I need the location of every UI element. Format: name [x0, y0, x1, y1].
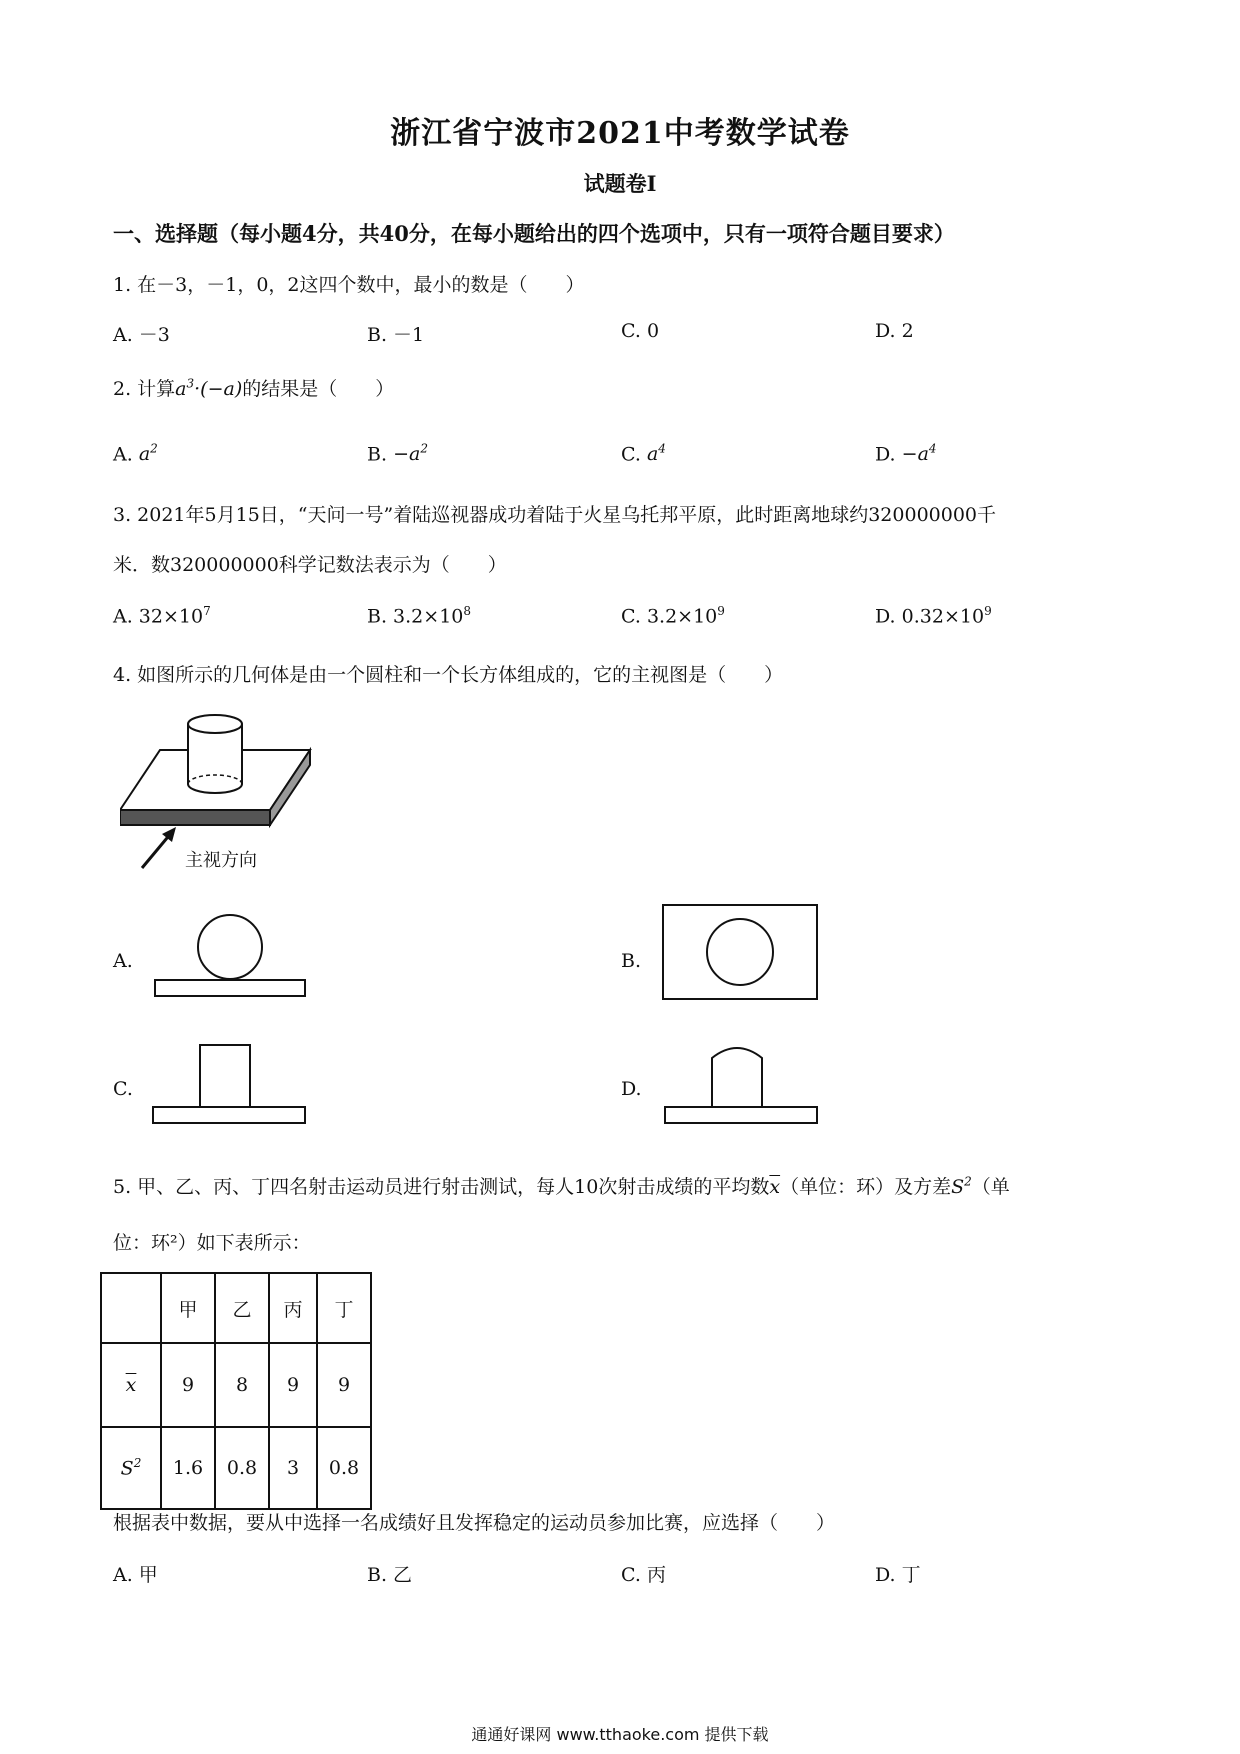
question-1-option-d: D. 2 — [875, 320, 914, 342]
table-row-label-mean: $\overline{x}$ — [101, 1343, 161, 1427]
table-cell: 0.8 — [215, 1427, 269, 1509]
table-cell: 9 — [317, 1343, 371, 1427]
question-5-stem-line2: 位：环²）如下表所示： — [113, 1232, 311, 1254]
question-4-option-d: D. — [621, 1078, 642, 1100]
table-cell: 9 — [161, 1343, 215, 1427]
question-1-stem: 1. 在－3，－1，0，2这四个数中，最小的数是（ ） — [113, 274, 585, 296]
table-cell: 3 — [269, 1427, 317, 1509]
question-3-stem-line1: 3. 2021年5月15日，“天问一号”着陆巡视器成功着陆于火星乌托邦平原，此时距离地球约320000000千 — [113, 504, 997, 526]
question-2-expression: $a^3\cdot(-a)$ — [175, 376, 243, 400]
question-3-option-d: D. $0.32\times 10^9$ — [875, 604, 992, 628]
table-cell: 9 — [269, 1343, 317, 1427]
table-header-cell: 丙 — [269, 1273, 317, 1343]
question-3-stem-line2: 米．数320000000科学记数法表示为（ ） — [113, 554, 507, 576]
question-5-option-d: D. 丁 — [875, 1564, 921, 1586]
question-4-option-c-figure — [150, 1040, 310, 1130]
table-cell: 1.6 — [161, 1427, 215, 1509]
question-2-stem — [113, 374, 394, 401]
table-cell: 0.8 — [317, 1427, 371, 1509]
footer-download-notice: 通通好课网 www.tthaoke.com 提供下载 — [471, 1725, 769, 1744]
question-1-option-b: B. －1 — [367, 324, 425, 346]
question-5-stem-part-c: （单 — [971, 1176, 1010, 1198]
question-5-stem-part-a: 5. 甲、乙、丙、丁四名射击运动员进行射击测试，每人10次射击成绩的平均数 — [113, 1176, 770, 1198]
question-4-option-a: A. — [113, 950, 133, 972]
question-1-option-a: A. －3 — [113, 324, 170, 346]
section-heading: 一、选择题（每小题4分，共40分，在每小题给出的四个选项中，只有一项符合题目要求） — [113, 221, 955, 246]
question-5-option-b: B. 乙 — [367, 1564, 413, 1586]
question-4-option-a-figure — [150, 912, 310, 1002]
question-3-option-c: C. $3.2\times 10^9$ — [621, 604, 725, 628]
question-4-option-d-figure — [662, 1040, 822, 1130]
question-2-option-c: C. $a^4$ — [621, 442, 666, 466]
question-4-stem: 4. 如图所示的几何体是由一个圆柱和一个长方体组成的，它的主视图是（ ） — [113, 664, 784, 686]
view-direction-label: 主视方向 — [185, 850, 257, 871]
question-4-option-b: B. — [621, 950, 642, 972]
page-title: 浙江省宁波市2021中考数学试卷 — [390, 116, 850, 151]
table-header-cell: 甲 — [161, 1273, 215, 1343]
question-4-option-c: C. — [113, 1078, 133, 1100]
question-2-option-a: A. $a^2$ — [113, 442, 158, 466]
question-5-after-table: 根据表中数据，要从中选择一名成绩好且发挥稳定的运动员参加比赛，应选择（ ） — [113, 1512, 836, 1534]
question-2-stem-prefix: 2. 计算 — [113, 378, 176, 400]
table-header-cell: 丁 — [317, 1273, 371, 1343]
table-cell: 8 — [215, 1343, 269, 1427]
question-1-option-c: C. 0 — [621, 320, 660, 342]
question-2-stem-suffix: 的结果是（ ） — [242, 378, 395, 400]
question-3-option-a: A. $32\times 10^7$ — [113, 604, 211, 628]
question-4-option-b-figure — [660, 902, 820, 1002]
table-header-cell: 乙 — [215, 1273, 269, 1343]
question-5-option-a: A. 甲 — [113, 1564, 158, 1586]
table-row-mean — [101, 1343, 371, 1427]
question-5-stem-part-b: （单位：环）及方差 — [780, 1176, 952, 1198]
mean-symbol: $\overline{x}$ — [769, 1176, 781, 1198]
table-row-label-variance: $S^2$ — [101, 1427, 161, 1509]
score-table — [100, 1272, 372, 1510]
question-3-option-b: B. $3.2\times 10^8$ — [367, 604, 472, 628]
table-row-variance — [101, 1427, 371, 1509]
question-5-stem-line1 — [113, 1172, 1010, 1199]
question-2-option-d: D. $-a^4$ — [875, 442, 937, 466]
table-header-row — [101, 1273, 371, 1343]
question-2-option-b: B. $-a^2$ — [367, 442, 428, 466]
variance-symbol: $S^2$ — [951, 1174, 972, 1198]
paper-subtitle: 试题卷Ⅰ — [583, 171, 657, 196]
table-corner-cell — [101, 1273, 161, 1343]
question-5-option-c: C. 丙 — [621, 1564, 666, 1586]
